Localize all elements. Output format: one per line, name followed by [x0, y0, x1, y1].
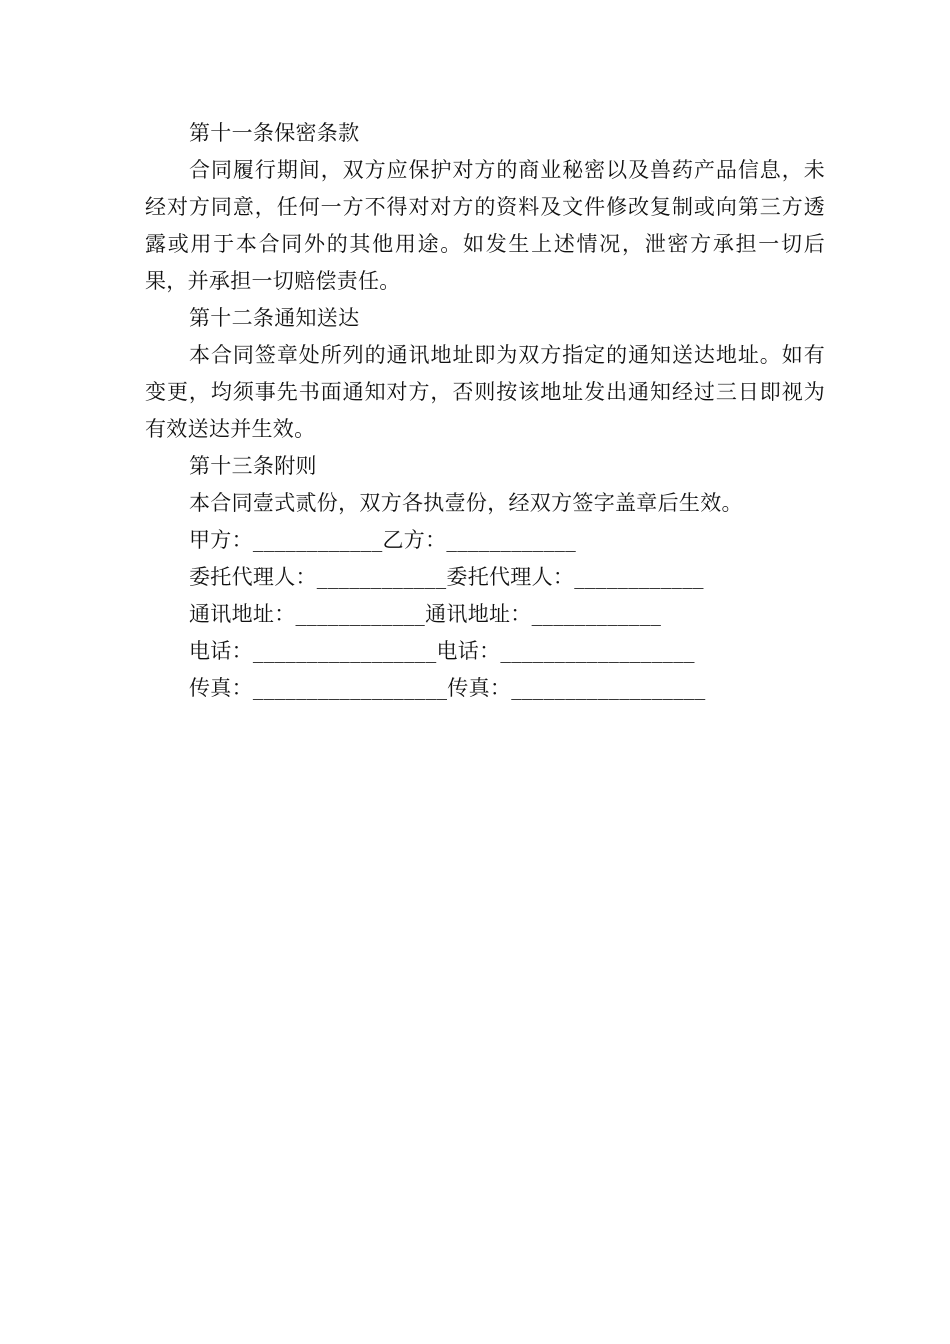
article-12-body: 本合同签章处所列的通讯地址即为双方指定的通知送达地址。如有变更，均须事先书面通知对方，否则按该地址发出通知经过三日即视为有效送达并生效。: [145, 343, 825, 441]
article-13-heading: 第十三条附则: [189, 454, 317, 478]
signature-phone-line: 电话：_________________电话：__________________: [189, 639, 695, 663]
article-11-heading: 第十一条保密条款: [189, 121, 360, 145]
signature-party-line: 甲方：____________乙方：____________: [189, 528, 576, 552]
article-12-heading: 第十二条通知送达: [189, 306, 360, 330]
signature-address-line: 通讯地址：____________通讯地址：____________: [189, 602, 662, 626]
signature-fax-line: 传真：__________________传真：__________________: [189, 676, 706, 700]
article-13-body: 本合同壹式贰份，双方各执壹份，经双方签字盖章后生效。: [189, 491, 743, 515]
signature-agent-line: 委托代理人：____________委托代理人：____________: [189, 565, 704, 589]
article-11-body: 合同履行期间，双方应保护对方的商业秘密以及兽药产品信息，未经对方同意，任何一方不得对对方的资料及文件修改复制或向第三方透露或用于本合同外的其他用途。如发生上述情况，泄密方承担一切后果，并承担一切赔偿责任。: [145, 158, 825, 293]
contract-content: [145, 115, 825, 707]
